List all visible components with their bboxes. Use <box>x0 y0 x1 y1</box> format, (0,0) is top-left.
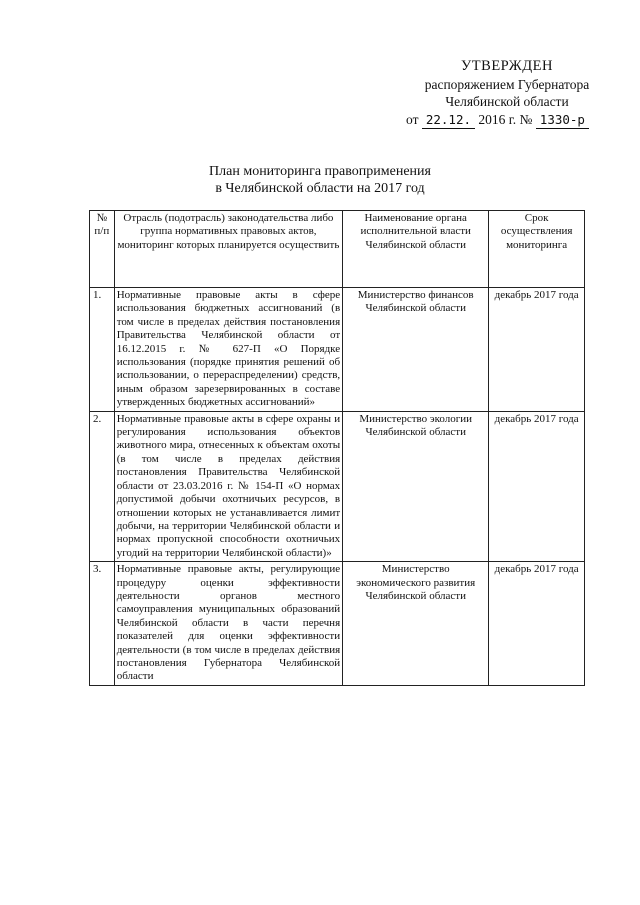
row-term: декабрь 2017 года <box>489 411 585 561</box>
document-title <box>0 163 640 197</box>
row-term: декабрь 2017 года <box>489 562 585 686</box>
approval-line-1: распоряжением Губернатора <box>424 76 590 92</box>
approval-heading: УТВЕРЖДЕН <box>461 58 553 74</box>
table-row <box>90 562 585 686</box>
row-organ: Министерство экологии Челябинской области <box>343 411 489 561</box>
approval-line-2: Челябинской области <box>445 94 569 109</box>
row-branch: Нормативные правовые акты, регулирующие процедуру оценки эффективности деятельности органов местного самоуправления муниципальных образований Челябинской области в части перечня показателей для оценки эффективности деятельности (в том числе в пределах действия постановления Губернатора Челябинской области <box>114 562 342 686</box>
approval-stamp <box>402 58 612 129</box>
title-line-1: План мониторинга правоприменения <box>209 164 431 179</box>
row-branch: Нормативные правовые акты в сфере использования бюджетных ассигнований (в том числе в пределах действия постановления Правительства Челябинской области от 16.12.2015 г. № 627-П «О Порядке использования (порядке принятия решений об использовании, о перераспределении) средств, иным образом зарезервированных в составе утвержденных бюджетных ассигнований» <box>114 288 342 412</box>
header-num: № п/п <box>90 211 115 288</box>
header-term: Срок осуществления мониторинга <box>489 211 585 288</box>
approval-date: 22.12. <box>422 111 475 130</box>
table-row <box>90 411 585 561</box>
row-num: 1. <box>90 288 115 412</box>
header-branch: Отрасль (подотрасль) законодательства либо группа нормативных правовых актов, мониторинг которых планируется осуществить <box>114 211 342 288</box>
row-branch: Нормативные правовые акты в сфере охраны и регулирования использования объектов животного мира, отнесенных к объектам охоты (в том числе в пределах действия постановления Правительства Челябинской области от 23.03.2016 г. № 154-П «О нормах допустимой добычи охотничьих ресурсов, в отношении которых не устанавливается лимит добычи, на территории Челябинской области и нормах пропускной способности охотничьих угодий на территории Челябинской области)» <box>114 411 342 561</box>
approval-number: 1330-р <box>536 111 589 130</box>
approval-year: 2016 г. № <box>478 111 533 127</box>
row-num: 3. <box>90 562 115 686</box>
date-prefix: от <box>406 111 419 127</box>
approval-date-line <box>402 111 612 130</box>
row-organ: Министерство экономического развития Челябинской области <box>343 562 489 686</box>
row-term: декабрь 2017 года <box>489 288 585 412</box>
monitoring-plan-table <box>89 210 585 686</box>
header-organ: Наименование органа исполнительной власти Челябинской области <box>343 211 489 288</box>
row-num: 2. <box>90 411 115 561</box>
table-row <box>90 288 585 412</box>
title-line-2: в Челябинской области на 2017 год <box>215 181 425 196</box>
row-organ: Министерство финансов Челябинской области <box>343 288 489 412</box>
table-header-row <box>90 211 585 288</box>
